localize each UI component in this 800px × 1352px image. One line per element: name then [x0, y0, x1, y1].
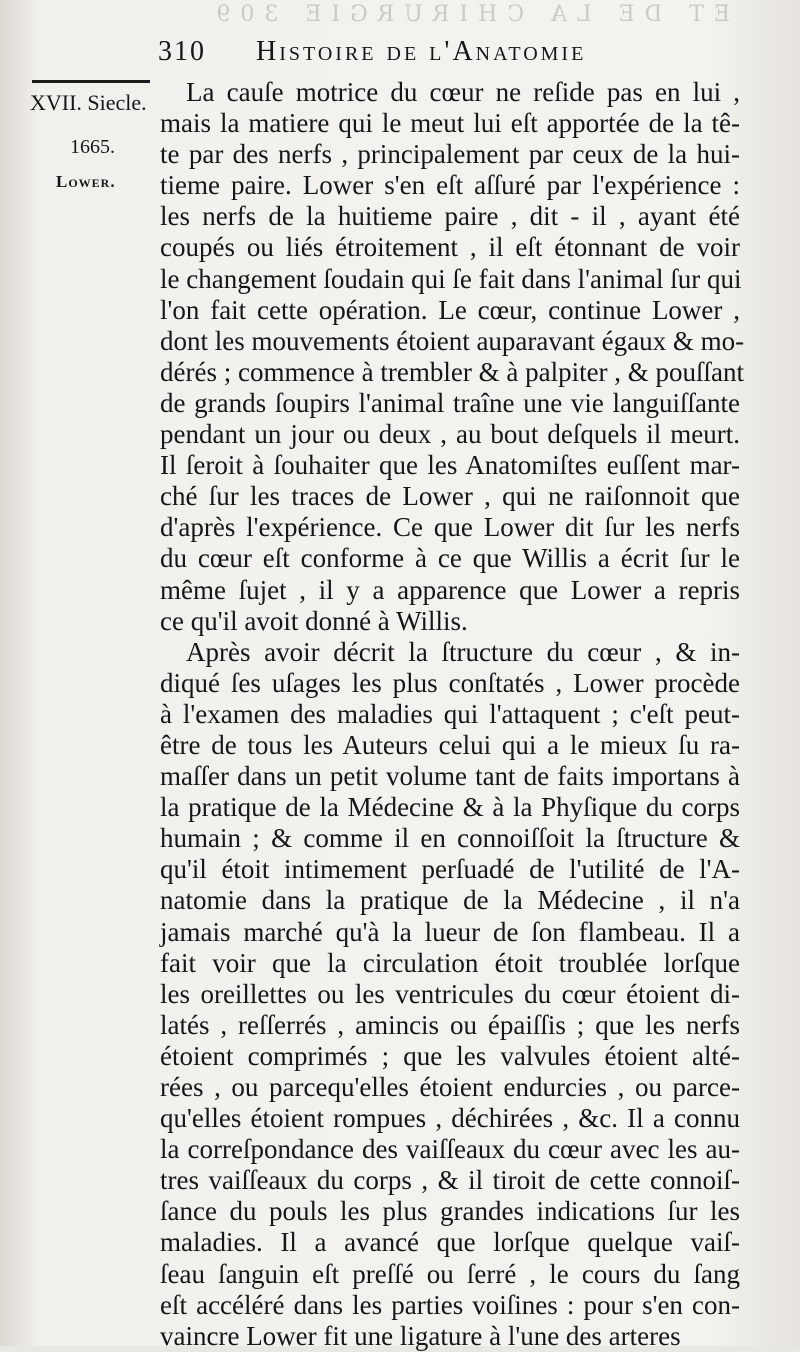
body-text: [160, 77, 745, 1352]
text-line: les nerfs de la huitieme paire , dit - il , ayant été: [160, 201, 740, 232]
running-title: Histoire de l'Anatomie: [256, 36, 587, 67]
running-header: [158, 36, 758, 70]
text-line: ſeau ſanguin eſt preſſé ou ſerré , le cours du ſang: [160, 1258, 740, 1289]
text-line: ce qu'il avoit donné à Willis.: [160, 605, 468, 636]
text-line: d'après l'expérience. Ce que Lower dit ſur les nerfs: [160, 512, 740, 543]
text-line: de grands ſoupirs l'animal traîne une vie languiſſante: [160, 387, 740, 418]
text-line: Après avoir décrit la ſtructure du cœur , & in-: [186, 636, 740, 667]
text-line: dont les mouvements étoient auparavant égaux & mo-: [160, 325, 745, 356]
margin-note-century: XVII. Siecle.: [30, 90, 147, 115]
text-line: étoient comprimés ; que les valvules étoient alté-: [160, 1040, 740, 1071]
text-line: mais la matiere qui le meut lui eſt apportée de la tê-: [160, 108, 740, 139]
text-line: humain ; & comme il en connoiſſoit la ſtructure &: [160, 823, 740, 854]
text-line: pendant un jour ou deux , au bout deſquels il meurt.: [160, 419, 740, 450]
text-line: maladies. Il a avancé que lorſque quelque vaiſ-: [160, 1227, 740, 1258]
text-line: La cauſe motrice du cœur ne reſide pas en lui ,: [186, 77, 740, 107]
text-line: rées , ou parcequ'elles étoient endurcies , ou parce-: [160, 1072, 740, 1102]
text-line: natomie dans la pratique de la Médecine , il n'a: [160, 885, 740, 916]
text-line: qu'il étoit intimement perſuadé de l'utilité de l'A-: [160, 854, 740, 885]
text-line: qu'elles étoient rompues , déchirées , &c. Il a connu: [160, 1103, 740, 1134]
text-line: vaincre Lower fit une ligature à l'une des arteres: [160, 1320, 681, 1351]
margin-note-name: Lower.: [56, 172, 116, 191]
text-line: à l'examen des maladies qui l'attaquent ; c'eſt peut-: [160, 698, 740, 729]
text-line: tres vaiſſeaux du corps , & il tiroit de cette connoiſ-: [160, 1165, 740, 1196]
text-line: maſſer dans un petit volume tant de faits importans à: [160, 761, 740, 792]
text-line: la pratique de la Médecine & à la Phyſique du corps: [160, 792, 740, 823]
text-line: coupés ou liés étroitement , il eſt étonnant de voir: [160, 232, 740, 263]
margin-rule: [32, 80, 150, 83]
text-line: l'on fait cette opération. Le cœur, continue Lower ,: [160, 294, 740, 325]
text-line: latés , reſſerrés , amincis ou épaiſſis ; que les nerfs: [160, 1009, 740, 1040]
text-line: fait voir que la circulation étoit troublée lorſque: [160, 947, 740, 978]
text-line: tieme paire. Lower s'en eſt aſſuré par l'expérience :: [160, 170, 740, 201]
text-line: Il ſeroit à ſouhaiter que les Anatomiſtes euſſent mar-: [160, 450, 740, 481]
text-line: même ſujet , il y a apparence que Lower a repris: [160, 574, 740, 605]
text-line: dérés ; commence à trembler & à palpiter , & pouſſant: [160, 356, 745, 387]
text-line: la correſpondance des vaiſſeaux du cœur avec les au-: [160, 1134, 740, 1165]
text-line: ſance du pouls les plus grandes indications ſur les: [160, 1196, 740, 1227]
text-line: être de tous les Auteurs celui qui a le mieux ſu ra-: [160, 729, 740, 760]
text-line: te par des nerfs , principalement par ceux de la hui-: [160, 139, 740, 170]
page-number: 310: [158, 36, 206, 67]
text-line: le changement ſoudain qui ſe fait dans l'animal ſur qui: [160, 263, 742, 294]
text-line: jamais marché qu'à la lueur de ſon flambeau. Il a: [160, 916, 740, 947]
text-line: eſt accéléré dans les parties voiſines : pour s'en con-: [160, 1289, 740, 1320]
text-line: les oreillettes ou les ventricules du cœur étoient di-: [160, 978, 740, 1009]
text-line: du cœur eſt conforme à ce que Willis a écrit ſur le: [160, 543, 740, 574]
margin-note-year: 1665.: [70, 136, 115, 158]
text-line: ché ſur les traces de Lower , qui ne raiſonnoit que: [160, 481, 740, 512]
text-line: diqué ſes uſages les plus conſtatés , Lower procède: [160, 667, 740, 698]
show-through-text: ET DE LA CHIRURGIE 309: [206, 2, 730, 22]
